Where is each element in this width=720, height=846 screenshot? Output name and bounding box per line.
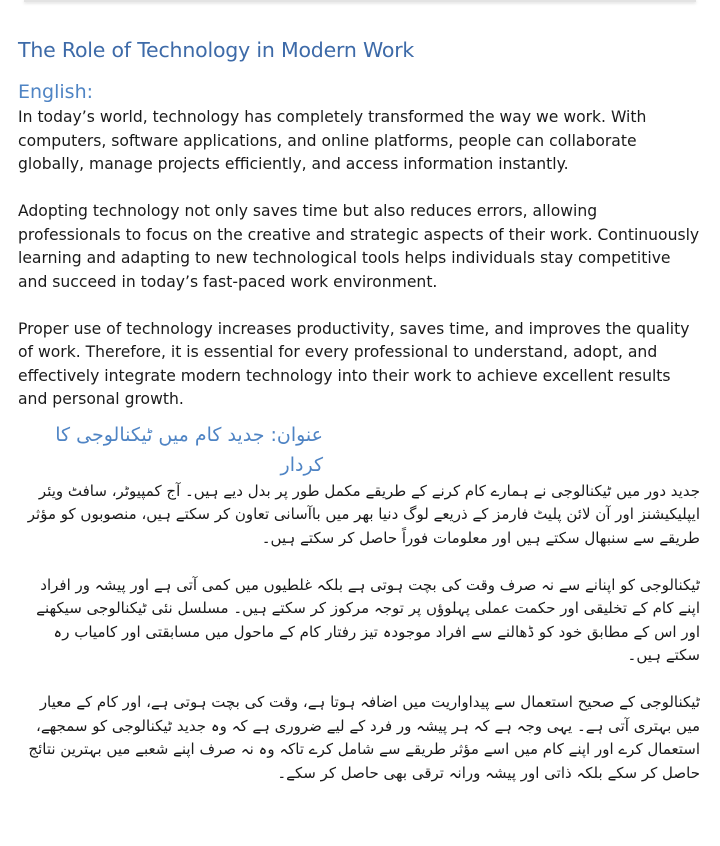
english-heading: English: — [18, 81, 94, 103]
document-title: The Role of Technology in Modern Work — [18, 38, 415, 62]
english-paragraph-3: Proper use of technology increases productivity, saves time, and improves the quality of work. Therefore, it is essential for every professional to understand, adopt, and effectively integrate modern technology into their work to achieve excellent results and personal growth. — [18, 319, 690, 408]
urdu-paragraph-2: ٹیکنالوجی کو اپنانے سے نہ صرف وقت کی بچت ہوتی ہے بلکہ غلطیوں میں کمی آتی ہے اور پیشہ ور افراد اپنے کام کے تخلیقی اور حکمت عملی پہلوؤں پر توجہ مرکوز کر سکتے ہیں۔ مسلسل نئی ٹیکنالوجی سیکھنے اور اس کے مطابق خود کو ڈھالنے سے افراد موجودہ تیز رفتار کام کے ماحول میں مسابقتی اور کامیاب رہ سکتے ہیں۔ — [36, 575, 700, 664]
urdu-paragraph-1: جدید دور میں ٹیکنالوجی نے ہمارے کام کرنے کے طریقے مکمل طور پر بدل دیے ہیں۔ آج کمپیوٹر، سافٹ ویئر ایپلیکیشنز اور آن لائن پلیٹ فارمز کے ذریعے لوگ دنیا بھر میں باآسانی تعاون کر سکتے ہیں، منصوبوں کو مؤثر طریقے سے سنبھال سکتے ہیں اور معلومات فوراً حاصل کر سکتے ہیں۔ — [27, 481, 700, 547]
urdu-section — [18, 480, 700, 786]
document-body — [18, 36, 700, 785]
english-paragraph-2: Adopting technology not only saves time but also reduces errors, allowing professionals to focus on the creative and strategic aspects of their work. Continuously learning and adapting to new technological tools helps individuals stay competitive and succeed in today’s fast-paced work environment. — [18, 202, 700, 291]
page-top-edge — [24, 0, 696, 2]
urdu-heading: عنوان: جدید کام میں ٹیکنالوجی کا کردار — [55, 423, 323, 476]
urdu-paragraph-3: ٹیکنالوجی کے صحیح استعمال سے پیداواریت میں اضافہ ہوتا ہے، وقت کی بچت ہوتی ہے، اور کام کے معیار میں بہتری آتی ہے۔ یہی وجہ ہے کہ ہر پیشہ ور فرد کے لیے ضروری ہے کہ وہ جدید ٹیکنالوجی کو سمجھے، استعمال کرے اور اپنے کام میں اسے مؤثر طریقے سے شامل کرے تاکہ وہ نہ صرف اپنے شعبے میں بہترین نتائج حاصل کر سکے بلکہ ذاتی اور پیشہ ورانہ ترقی بھی حاصل کر سکے۔ — [28, 693, 700, 782]
english-paragraph-1: In today’s world, technology has completely transformed the way we work. With computers, software applications, and online platforms, people can collaborate globally, manage projects efficiently, and access information instantly. — [18, 108, 647, 173]
english-section — [18, 106, 700, 412]
